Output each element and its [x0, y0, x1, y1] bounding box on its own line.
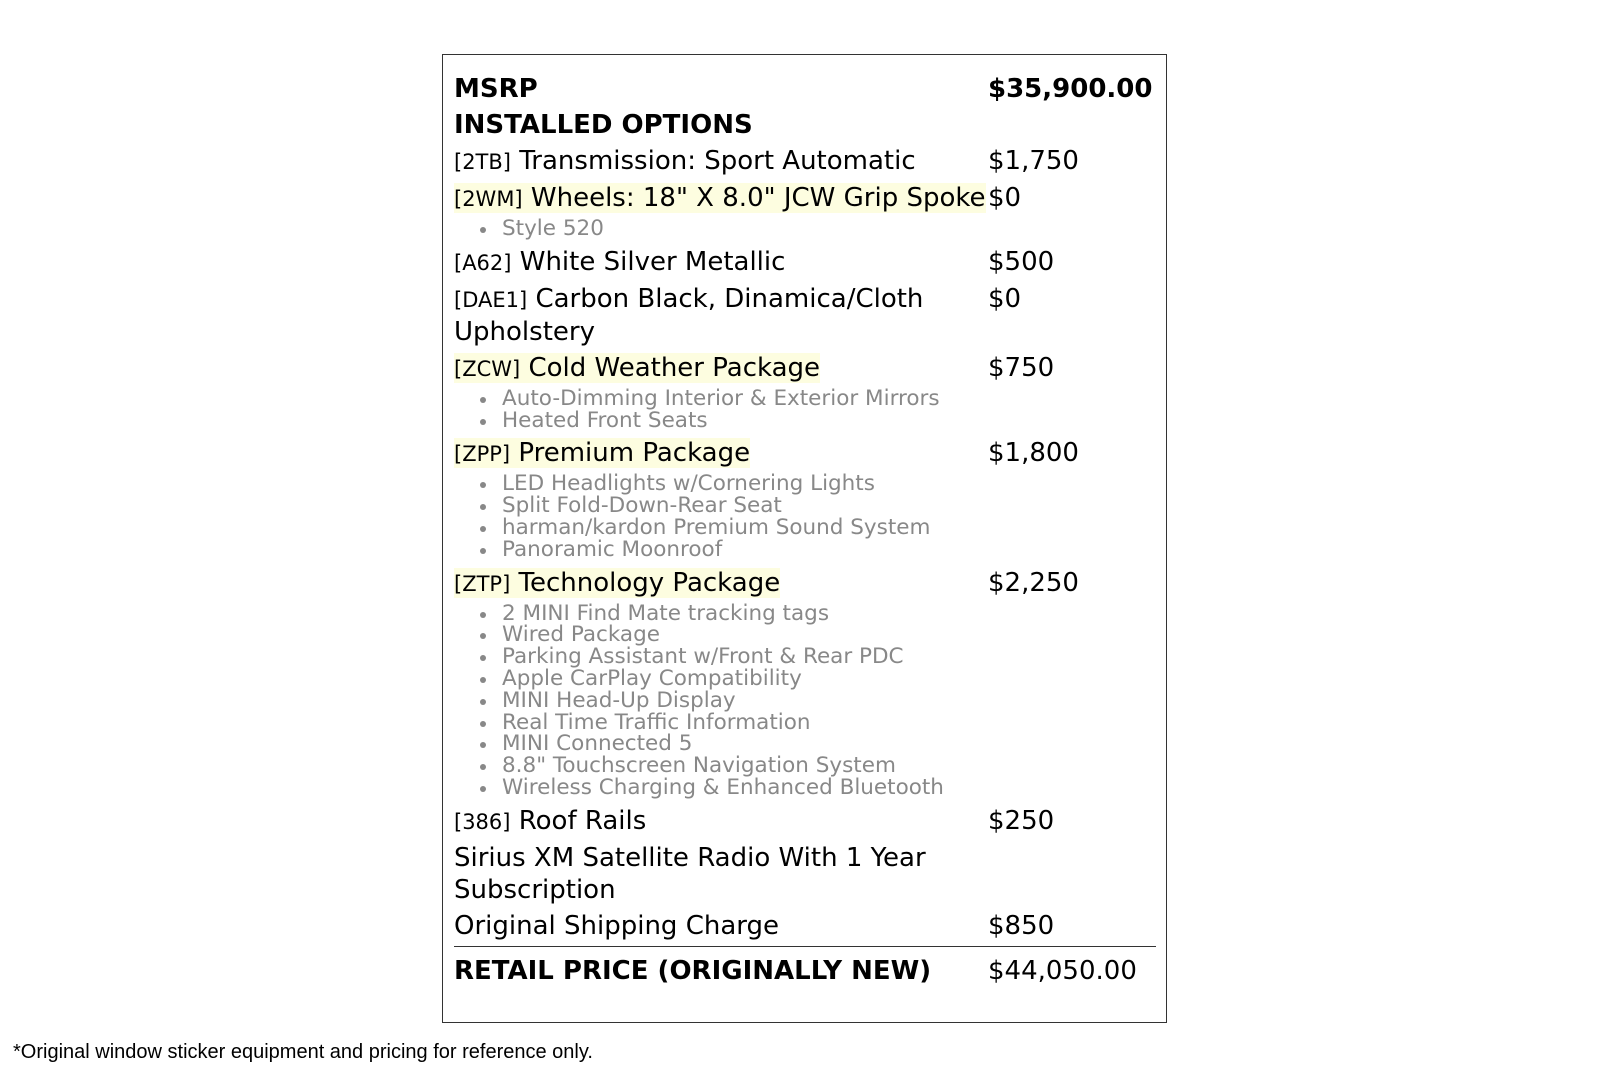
- option-row: [454, 283, 1156, 348]
- option-description: [454, 567, 988, 600]
- option-name: Technology Package: [518, 567, 781, 598]
- option-description: [454, 283, 988, 348]
- option-text: [454, 843, 926, 905]
- option-row: [454, 145, 1156, 178]
- option-description: [454, 842, 988, 906]
- option-price: $750: [988, 352, 1055, 383]
- option-name: Roof Rails: [518, 805, 647, 836]
- option-feature: Parking Assistant w/Front & Rear PDC: [480, 646, 1000, 668]
- shipping-row: [454, 910, 1156, 942]
- option-row: [454, 805, 1156, 838]
- option-feature: Split Fold-Down-Rear Seat: [480, 495, 1000, 517]
- option-name: Premium Package: [518, 438, 751, 469]
- option-feature: Apple CarPlay Compatibility: [480, 668, 1000, 690]
- option-text: [454, 247, 785, 277]
- option-text: [454, 806, 646, 836]
- option-feature: 2 MINI Find Mate tracking tags: [480, 603, 1000, 625]
- option-feature: harman/kardon Premium Sound System: [480, 517, 1000, 539]
- option-feature: Wireless Charging & Enhanced Bluetooth: [480, 777, 1000, 799]
- option-text: [454, 353, 820, 383]
- option-feature-list: [454, 218, 1000, 240]
- option-feature: Real Time Traffic Information: [480, 712, 1000, 734]
- options-list: [454, 145, 1156, 906]
- option-description: [454, 145, 988, 178]
- option-feature: MINI Head-Up Display: [480, 690, 1000, 712]
- option-name: Sirius XM Satellite Radio With 1 Year Subscription: [454, 842, 926, 905]
- retail-price: $44,050.00: [988, 955, 1137, 986]
- option-row: [454, 182, 1156, 215]
- option-description: [454, 437, 988, 470]
- option-feature-list: [454, 385, 1000, 433]
- msrp-row: [454, 73, 1156, 105]
- option-feature-list: [454, 600, 1000, 800]
- option-code: [ZCW]: [454, 356, 521, 381]
- option-name: White Silver Metallic: [519, 246, 786, 277]
- option-code: [386]: [454, 809, 511, 834]
- window-sticker: [442, 54, 1167, 1023]
- option-code: [2WM]: [454, 187, 523, 211]
- total-divider: [454, 946, 1156, 947]
- option-feature: Wired Package: [480, 624, 1000, 646]
- option-code: [ZTP]: [454, 571, 511, 596]
- option-row: [454, 567, 1156, 600]
- option-feature: Auto-Dimming Interior & Exterior Mirrors: [480, 388, 1000, 410]
- option-feature: Panoramic Moonroof: [480, 539, 1000, 561]
- option-name: Carbon Black, Dinamica/Cloth Upholstery: [454, 283, 924, 347]
- option-row: [454, 246, 1156, 279]
- option-text: [454, 183, 986, 213]
- option-price: $1,800: [988, 438, 1079, 469]
- option-row: [454, 842, 1156, 906]
- option-feature: Heated Front Seats: [480, 410, 1000, 432]
- option-row: [454, 352, 1156, 385]
- option-description: [454, 246, 988, 279]
- option-price: $2,250: [988, 567, 1079, 598]
- option-price: [988, 842, 1156, 906]
- option-code: [DAE1]: [454, 287, 528, 312]
- option-price: $500: [988, 246, 1055, 277]
- retail-label: RETAIL PRICE (ORIGINALLY NEW): [454, 955, 932, 986]
- option-row: [454, 437, 1156, 470]
- option-name: Cold Weather Package: [528, 352, 821, 383]
- footnote: *Original window sticker equipment and pricing for reference only.: [13, 1041, 593, 1063]
- retail-row: [454, 955, 1156, 987]
- option-price: $250: [988, 805, 1055, 836]
- option-code: [A62]: [454, 250, 512, 275]
- option-code: [ZPP]: [454, 442, 511, 467]
- option-name: Transmission: Sport Automatic: [519, 146, 916, 176]
- option-price: $0: [988, 183, 1022, 213]
- installed-options-heading-row: [454, 109, 1156, 141]
- option-description: [454, 352, 988, 385]
- option-feature: LED Headlights w/Cornering Lights: [480, 473, 1000, 495]
- option-feature: MINI Connected 5: [480, 733, 1000, 755]
- option-feature: Style 520: [480, 218, 1000, 240]
- option-text: [454, 146, 916, 176]
- sticker-content: [454, 73, 1156, 987]
- option-text: [454, 568, 780, 598]
- option-description: [454, 182, 988, 215]
- option-feature-list: [454, 473, 1000, 560]
- shipping-label: Original Shipping Charge: [454, 910, 779, 941]
- msrp-price: $35,900.00: [988, 74, 1153, 104]
- shipping-price: $850: [988, 910, 1055, 941]
- option-name: Wheels: 18" X 8.0" JCW Grip Spoke: [530, 183, 986, 213]
- option-description: [454, 805, 988, 838]
- option-text: [454, 438, 750, 468]
- option-code: [2TB]: [454, 150, 511, 174]
- option-price: $0: [988, 283, 1022, 314]
- option-text: [454, 284, 923, 347]
- option-feature: 8.8" Touchscreen Navigation System: [480, 755, 1000, 777]
- msrp-label: MSRP: [454, 74, 538, 104]
- option-price: $1,750: [988, 146, 1079, 176]
- installed-options-heading: INSTALLED OPTIONS: [454, 110, 753, 140]
